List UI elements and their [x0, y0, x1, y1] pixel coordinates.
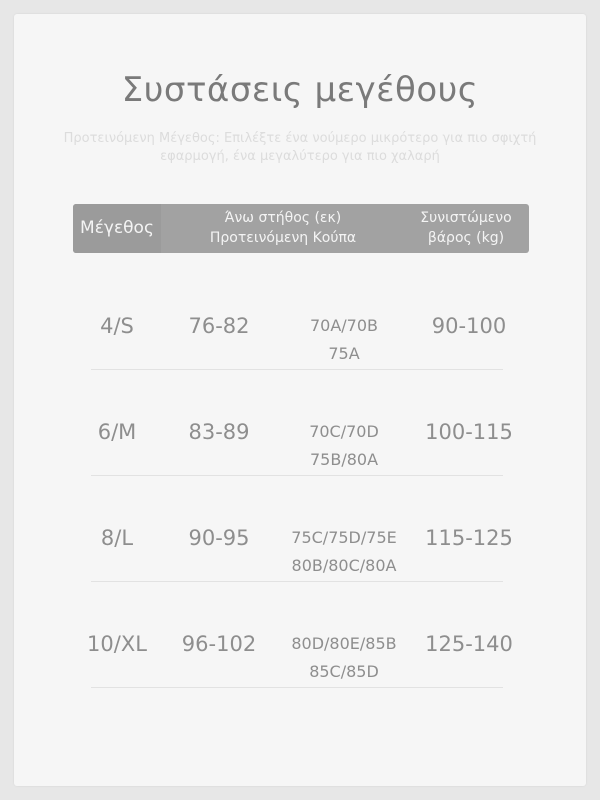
cell-bust: 96-102: [181, 632, 257, 656]
cup-line: 70A/70B: [309, 316, 379, 335]
table-row: [14, 294, 586, 400]
cup-line: 80D/80E/85B: [291, 634, 397, 653]
cup-line: 75B/80A: [309, 450, 379, 469]
header-size: Μέγεθος: [73, 204, 161, 253]
table-header: [73, 204, 529, 253]
cup-line: 75C/75D/75E: [291, 528, 397, 547]
cell-cup: [269, 630, 419, 686]
header-weight-line: βάρος (kg): [427, 230, 505, 246]
cup-line: 70C/70D: [309, 422, 379, 441]
cell-weight: 100-115: [425, 420, 513, 444]
header-weight: [403, 208, 529, 248]
subtitle: [18, 130, 582, 166]
cup-line: 80B/80C/80A: [291, 556, 397, 575]
row-divider: [91, 687, 503, 688]
header-weight-line: Συνιστώμενο: [420, 210, 512, 226]
cell-cup: [269, 418, 419, 474]
cell-cup: [269, 524, 419, 580]
cell-weight: 90-100: [431, 314, 507, 338]
row-divider: [91, 475, 503, 476]
header-cup: Προτεινόμενη Κούπα: [209, 230, 357, 246]
subtitle-line: Προτεινόμενη Μέγεθος: Επιλέξτε ένα νούμερο μικρότερο για πιο σφιχτή: [63, 131, 537, 146]
cell-size: 4/S: [100, 314, 134, 338]
size-table-body: [14, 294, 586, 718]
table-row: [14, 506, 586, 612]
cell-weight: 125-140: [425, 632, 513, 656]
cell-bust: 90-95: [188, 526, 250, 550]
cup-line: 75A: [328, 344, 360, 363]
cell-size: 6/M: [97, 420, 137, 444]
cell-weight: 115-125: [425, 526, 513, 550]
cell-size: 8/L: [100, 526, 134, 550]
header-bust: Άνω στήθος (εκ): [224, 210, 342, 226]
cell-cup: [269, 312, 419, 368]
cell-size: 10/XL: [87, 632, 147, 656]
page-title: Συστάσεις μεγέθους: [121, 70, 479, 110]
cell-bust: 83-89: [188, 420, 250, 444]
table-row: [14, 400, 586, 506]
row-divider: [91, 581, 503, 582]
cup-line: 85C/85D: [309, 662, 379, 681]
cell-bust: 76-82: [188, 314, 250, 338]
size-chart-card: [14, 14, 586, 786]
subtitle-line: εφαρμογή, ένα μεγαλύτερο για πιο χαλαρή: [160, 149, 440, 164]
row-divider: [91, 369, 503, 370]
table-row: [14, 612, 586, 718]
header-bust-cup: [183, 208, 383, 248]
